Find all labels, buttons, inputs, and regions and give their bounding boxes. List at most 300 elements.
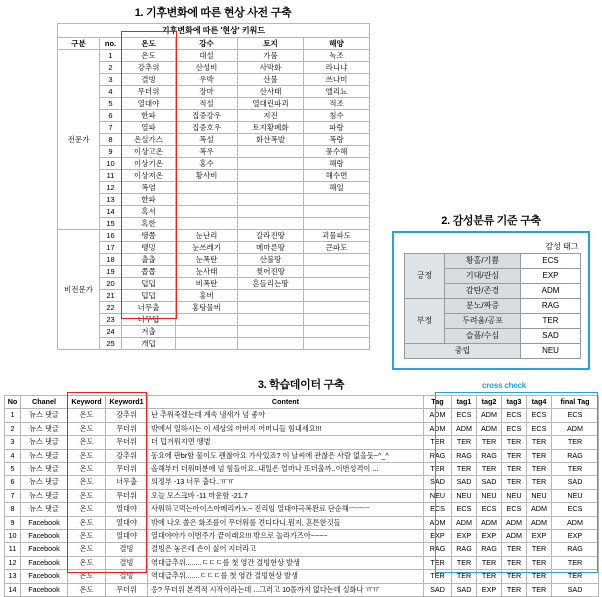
table-header-row: [5, 396, 599, 409]
group-label-expert: 전문가: [58, 50, 100, 230]
cell-content: 사워하고먹는아이스아메리카노~ 진리임 열대야극복완료 단순해ㅡㅡㅡ: [148, 503, 424, 516]
cell-tag2: ADM: [477, 516, 502, 529]
row-no: 5: [100, 98, 122, 110]
cell-final-tag: SAD: [552, 476, 599, 489]
cell-ocean: 라니냐: [304, 62, 370, 74]
cell-content: 밖에 나오 쏠은 화조를이 무더워를 견디다니.뭔지, 흔튼한것들: [148, 516, 424, 529]
cell-content: 오늘 모스크바 -11 마운함 -21.7: [148, 489, 424, 502]
cell-temp: 온실가스: [122, 134, 176, 146]
cell-content: 올해부터 더워떠분에 넘 힘들어요..내일은 얼마나 또더울까..이번성격이 ...: [148, 463, 424, 476]
column-header-7: tag2: [477, 396, 502, 409]
cell-ocean: 폭랑: [304, 134, 370, 146]
cell-tag2: ECS: [477, 503, 502, 516]
cell-ocean: 풍수해: [304, 146, 370, 158]
cell-tag1: SAD: [452, 583, 477, 596]
row-no: 15: [100, 218, 122, 230]
cell-precip: 홍탕물비: [176, 302, 238, 314]
cell-final-tag: RAG: [552, 543, 599, 556]
cell-temp: 너무춥: [122, 302, 176, 314]
column-header-4: 토지: [238, 38, 304, 50]
column-header-0: 구분: [58, 38, 100, 50]
cell-ocean: 녹조: [304, 50, 370, 62]
table-caption-row: [58, 24, 370, 38]
cell-land: 갈라진땅: [238, 230, 304, 242]
row-no: 9: [100, 146, 122, 158]
cell-final-tag: NEU: [552, 489, 599, 502]
cell-tag3: NEU: [502, 489, 527, 502]
cell-precip: 눈쓰레기: [176, 242, 238, 254]
row-no: 22: [100, 302, 122, 314]
cell-tag: RAG: [424, 543, 452, 556]
cell-precip: 적설: [176, 98, 238, 110]
table-row: [58, 290, 370, 302]
cell-ocean: 파랑: [304, 122, 370, 134]
column-header-9: tag4: [527, 396, 552, 409]
cell-ocean: 괴물파도: [304, 230, 370, 242]
cell-tag3: ADM: [502, 516, 527, 529]
table-row: [58, 122, 370, 134]
cell-temp: 한파: [122, 110, 176, 122]
row-no: 24: [100, 326, 122, 338]
cell-keyword: 온도: [68, 530, 106, 543]
cell-tag2: EXP: [477, 583, 502, 596]
panel-training-data: [4, 376, 598, 597]
cell-keyword: 온도: [68, 436, 106, 449]
sentiment-code: ECS: [521, 254, 581, 269]
table-row: [5, 556, 599, 569]
row-no: 14: [100, 206, 122, 218]
cell-temp: 열파: [122, 122, 176, 134]
cell-precip: 집중호우: [176, 122, 238, 134]
table-row: [5, 583, 599, 596]
cell-tag3: ADM: [502, 530, 527, 543]
tag-header-row: [405, 240, 581, 254]
cell-content: 결빙은 놓은데 손이 싫어 지더라고: [148, 543, 424, 556]
panel-climate-dictionary: [57, 4, 369, 350]
cell-final-tag: ADM: [552, 516, 599, 529]
cell-ocean: 해수면: [304, 170, 370, 182]
cell-content: 밖에서 일하시는 이 세상의 아버지 어머니들 힘내세요!!!: [148, 422, 424, 435]
row-no: 2: [100, 62, 122, 74]
cell-tag3: ECS: [502, 503, 527, 516]
cell-temp: 이상기온: [122, 158, 176, 170]
climate-keyword-table: [57, 23, 370, 350]
table-header-row: [58, 38, 370, 50]
cell-keyword1: 무더위: [106, 422, 148, 435]
training-data-table: [4, 395, 599, 597]
column-header-4: Content: [148, 396, 424, 409]
column-header-5: Tag: [424, 396, 452, 409]
cell-precip: 집중강우: [176, 110, 238, 122]
cell-land: 산불땅: [238, 254, 304, 266]
cell-temp: 열대야: [122, 98, 176, 110]
cell-content: 엮대급추위........ㄷㄷㄷ를 첫 영간 결빙현상 발생: [148, 556, 424, 569]
row-no: 13: [5, 570, 21, 583]
table-row: [58, 86, 370, 98]
cell-tag: TER: [424, 436, 452, 449]
sentiment-code: NEU: [521, 344, 581, 359]
cell-content: 의정부 -13 너무 춥다..ㅠㅠ: [148, 476, 424, 489]
cell-temp: 강추위: [122, 62, 176, 74]
cell-ocean: [304, 302, 370, 314]
cell-keyword1: 열대야: [106, 530, 148, 543]
row-no: 2: [5, 422, 21, 435]
cell-precip: [176, 314, 238, 326]
sentiment-code: EXP: [521, 269, 581, 284]
table-row: [5, 422, 599, 435]
row-no: 16: [100, 230, 122, 242]
cell-temp: 개덥: [122, 338, 176, 350]
table-row: [5, 570, 599, 583]
cell-land: 산불: [238, 74, 304, 86]
cell-tag1: TER: [452, 463, 477, 476]
cell-content: 열대야아가 이번주가 끝이래요!!! 밖으로 놀라가즈아~~~~: [148, 530, 424, 543]
cell-temp: 덥덥: [122, 290, 176, 302]
cell-chanel: 뉴스 댓글: [21, 463, 68, 476]
row-no: 4: [5, 449, 21, 462]
row-no: 3: [100, 74, 122, 86]
cell-tag4: NEU: [527, 489, 552, 502]
cell-temp: 땡밍: [122, 242, 176, 254]
cell-tag4: TER: [527, 556, 552, 569]
cell-keyword1: 열대야: [106, 503, 148, 516]
sentiment-row: [405, 344, 581, 359]
row-no: 11: [100, 170, 122, 182]
table-row: [58, 206, 370, 218]
cell-keyword: 온도: [68, 409, 106, 422]
cell-chanel: Facebook: [21, 583, 68, 596]
table-row: [58, 218, 370, 230]
cell-keyword: 온도: [68, 516, 106, 529]
cell-keyword1: 무더위: [106, 436, 148, 449]
cell-keyword: 온도: [68, 570, 106, 583]
table-row: [58, 158, 370, 170]
cell-tag4: TER: [527, 436, 552, 449]
cell-precip: [176, 218, 238, 230]
panel1-title: 1. 기후변화에 따른 현상 사전 구축: [134, 7, 292, 19]
panel-sentiment-criteria: [392, 212, 590, 370]
cell-tag3: ECS: [502, 422, 527, 435]
table-row: [58, 278, 370, 290]
panel3-title: 3. 학습데이터 구축: [257, 379, 345, 391]
row-no: 4: [100, 86, 122, 98]
cell-land: [238, 326, 304, 338]
table-row: [5, 449, 599, 462]
table-row: [58, 50, 370, 62]
cell-tag4: TER: [527, 583, 552, 596]
cell-tag2: TER: [477, 463, 502, 476]
cell-ocean: [304, 290, 370, 302]
cell-tag1: ECS: [452, 503, 477, 516]
cell-temp: 무더위: [122, 86, 176, 98]
cell-tag2: SAD: [477, 476, 502, 489]
cell-keyword1: 결빙: [106, 556, 148, 569]
table-row: [5, 503, 599, 516]
cell-tag1: RAG: [452, 543, 477, 556]
row-no: 12: [5, 556, 21, 569]
cell-keyword1: 무더위: [106, 489, 148, 502]
row-no: 3: [5, 436, 21, 449]
table-row: [5, 489, 599, 502]
cell-tag1: TER: [452, 556, 477, 569]
tag-header-label: 감성 태그: [545, 242, 579, 251]
row-no: 10: [5, 530, 21, 543]
cell-precip: [176, 326, 238, 338]
cell-tag: SAD: [424, 583, 452, 596]
cell-final-tag: RAG: [552, 449, 599, 462]
table-row: [5, 476, 599, 489]
cell-temp: 온도: [122, 50, 176, 62]
table-row: [58, 254, 370, 266]
cell-land: [238, 290, 304, 302]
cell-tag2: TER: [477, 556, 502, 569]
table-row: [58, 326, 370, 338]
row-no: 14: [5, 583, 21, 596]
cell-content: 더 덥겨워지면 땡볕: [148, 436, 424, 449]
cell-temp: 너무덥: [122, 314, 176, 326]
sentiment-subcategory: 슬픔/수심: [445, 329, 521, 344]
cell-precip: 폭우: [176, 146, 238, 158]
table-row: [58, 170, 370, 182]
table-caption: 기후변화에 따른 '현상' 키워드: [58, 24, 370, 38]
cell-ocean: [304, 266, 370, 278]
cell-final-tag: ECS: [552, 409, 599, 422]
cell-tag3: TER: [502, 449, 527, 462]
cell-precip: [176, 194, 238, 206]
column-header-10: final Tag: [552, 396, 599, 409]
row-no: 6: [5, 476, 21, 489]
table-row: [5, 436, 599, 449]
cell-tag2: RAG: [477, 543, 502, 556]
cell-tag1: SAD: [452, 476, 477, 489]
table-row: [58, 194, 370, 206]
cell-keyword1: 무더위: [106, 583, 148, 596]
cell-land: [238, 338, 304, 350]
sentiment-subcategory: 감탄/존경: [445, 284, 521, 299]
cell-temp: 혹서: [122, 206, 176, 218]
cell-temp: 덥덥: [122, 278, 176, 290]
cell-temp: 결빙: [122, 74, 176, 86]
cell-tag2: EXP: [477, 530, 502, 543]
cell-final-tag: TER: [552, 463, 599, 476]
table-row: [58, 230, 370, 242]
cell-ocean: [304, 314, 370, 326]
cell-keyword: 온도: [68, 503, 106, 516]
column-header-5: 해양: [304, 38, 370, 50]
cell-final-tag: TER: [552, 556, 599, 569]
cell-chanel: Facebook: [21, 556, 68, 569]
cell-keyword1: 너무춥: [106, 476, 148, 489]
cell-precip: 홍비: [176, 290, 238, 302]
cell-keyword1: 결빙: [106, 543, 148, 556]
cell-chanel: Facebook: [21, 530, 68, 543]
cell-ocean: [304, 254, 370, 266]
row-no: 1: [5, 409, 21, 422]
cell-tag: SAD: [424, 476, 452, 489]
cell-chanel: 뉴스 댓글: [21, 503, 68, 516]
cell-chanel: 뉴스 댓글: [21, 489, 68, 502]
row-no: 19: [100, 266, 122, 278]
sentiment-code: SAD: [521, 329, 581, 344]
cell-tag4: ECS: [527, 409, 552, 422]
cell-tag4: TER: [527, 476, 552, 489]
table-row: [5, 530, 599, 543]
column-header-3: 강수: [176, 38, 238, 50]
row-no: 25: [100, 338, 122, 350]
cell-content: 난 추워죽겠는데 계속 냉새가 넘 좋아: [148, 409, 424, 422]
cell-final-tag: ADM: [552, 422, 599, 435]
row-no: 20: [100, 278, 122, 290]
cell-precip: [176, 182, 238, 194]
cell-land: 산사태: [238, 86, 304, 98]
cell-tag3: TER: [502, 570, 527, 583]
cell-keyword1: 무더위: [106, 463, 148, 476]
cell-tag2: NEU: [477, 489, 502, 502]
cell-final-tag: ECS: [552, 503, 599, 516]
cell-precip: [176, 206, 238, 218]
column-header-1: no.: [100, 38, 122, 50]
column-header-2: Keyword: [68, 396, 106, 409]
cell-tag: EXP: [424, 530, 452, 543]
sentiment-subcategory: 분노/짜증: [445, 299, 521, 314]
cell-land: [238, 158, 304, 170]
cell-tag2: TER: [477, 570, 502, 583]
cell-precip: 비폭탄: [176, 278, 238, 290]
cell-land: 메마른땅: [238, 242, 304, 254]
cell-land: 화산폭발: [238, 134, 304, 146]
cell-land: [238, 302, 304, 314]
column-header-2: 온도: [122, 38, 176, 50]
cell-tag3: ECS: [502, 409, 527, 422]
table-row: [5, 409, 599, 422]
table-row: [58, 314, 370, 326]
sentiment-subcategory: 두려움/공포: [445, 314, 521, 329]
cell-keyword1: 결빙: [106, 570, 148, 583]
cell-land: 지진: [238, 110, 304, 122]
cell-ocean: [304, 338, 370, 350]
cell-ocean: [304, 326, 370, 338]
cell-land: [238, 194, 304, 206]
cell-tag1: EXP: [452, 530, 477, 543]
cell-tag: ADM: [424, 409, 452, 422]
cell-keyword: 온도: [68, 476, 106, 489]
cell-keyword: 온도: [68, 489, 106, 502]
cell-chanel: 뉴스 댓글: [21, 449, 68, 462]
cell-ocean: 큰파도: [304, 242, 370, 254]
row-no: 18: [100, 254, 122, 266]
cell-ocean: [304, 218, 370, 230]
row-no: 1: [100, 50, 122, 62]
group-label-nonexpert: 비전문가: [58, 230, 100, 350]
cell-precip: 눈난리: [176, 230, 238, 242]
cell-land: [238, 170, 304, 182]
row-no: 9: [5, 516, 21, 529]
cell-tag4: TER: [527, 449, 552, 462]
cell-tag3: TER: [502, 556, 527, 569]
cell-land: [238, 182, 304, 194]
cell-precip: 홍수: [176, 158, 238, 170]
table-row: [58, 182, 370, 194]
sentiment-category: 중립: [405, 344, 521, 359]
cell-tag2: ADM: [477, 422, 502, 435]
column-header-8: tag3: [502, 396, 527, 409]
cell-tag4: EXP: [527, 530, 552, 543]
cell-tag: TER: [424, 463, 452, 476]
cell-tag: ADM: [424, 422, 452, 435]
cell-land: 열대린파괴: [238, 98, 304, 110]
cell-content: 동요에 판br함 물이도 괜찮아요 가사있죠? 이 날씨에 관찮은 사람 없을듯~^_^: [148, 449, 424, 462]
cell-precip: 폭설: [176, 134, 238, 146]
cell-tag3: TER: [502, 476, 527, 489]
sentiment-category: 긍정: [405, 254, 445, 299]
cell-precip: 대설: [176, 50, 238, 62]
row-no: 13: [100, 194, 122, 206]
cell-tag4: TER: [527, 463, 552, 476]
cell-tag3: TER: [502, 583, 527, 596]
row-no: 6: [100, 110, 122, 122]
cell-ocean: 해랑: [304, 158, 370, 170]
table-row: [5, 543, 599, 556]
cell-ocean: [304, 278, 370, 290]
cell-tag1: ADM: [452, 516, 477, 529]
table-row: [58, 98, 370, 110]
cell-land: 토지황폐화: [238, 122, 304, 134]
cell-temp: 쫍쫍: [122, 266, 176, 278]
row-no: 21: [100, 290, 122, 302]
column-header-1: Chanel: [21, 396, 68, 409]
cell-ocean: 엘리뇨: [304, 86, 370, 98]
cell-tag: NEU: [424, 489, 452, 502]
cell-tag2: ADM: [477, 409, 502, 422]
cell-tag: TER: [424, 556, 452, 569]
cell-tag: TER: [424, 570, 452, 583]
cell-precip: 황사비: [176, 170, 238, 182]
cell-chanel: 뉴스 댓글: [21, 409, 68, 422]
cell-chanel: Facebook: [21, 543, 68, 556]
cell-keyword1: 강추위: [106, 449, 148, 462]
cell-temp: 이상고온: [122, 146, 176, 158]
row-no: 8: [5, 503, 21, 516]
sentiment-row: [405, 254, 581, 269]
cell-final-tag: EXP: [552, 530, 599, 543]
cell-tag1: RAG: [452, 449, 477, 462]
table-row: [58, 134, 370, 146]
panel2-title: 2. 감성분류 기준 구축: [441, 215, 541, 227]
cell-final-tag: TER: [552, 570, 599, 583]
row-no: 5: [5, 463, 21, 476]
cell-precip: 산성비: [176, 62, 238, 74]
cell-chanel: 뉴스 댓글: [21, 422, 68, 435]
cell-precip: 장마: [176, 86, 238, 98]
cell-tag3: TER: [502, 463, 527, 476]
table-row: [58, 146, 370, 158]
cell-tag4: ADM: [527, 503, 552, 516]
cell-tag4: ADM: [527, 516, 552, 529]
table-row: [58, 242, 370, 254]
cell-land: 찢어진땅: [238, 266, 304, 278]
cell-land: 사막화: [238, 62, 304, 74]
cell-content: 응? 무더위 본격적 시작이라는데 ...그러고 10몰까지 없다는데 실화나 ㅠㅠ: [148, 583, 424, 596]
sentiment-code: RAG: [521, 299, 581, 314]
row-no: 7: [5, 489, 21, 502]
sentiment-subcategory: 황홀/기쁨: [445, 254, 521, 269]
cell-tag3: TER: [502, 436, 527, 449]
table-row: [58, 338, 370, 350]
cell-final-tag: TER: [552, 436, 599, 449]
cell-precip: 우박: [176, 74, 238, 86]
cell-chanel: Facebook: [21, 516, 68, 529]
sentiment-row: [405, 299, 581, 314]
